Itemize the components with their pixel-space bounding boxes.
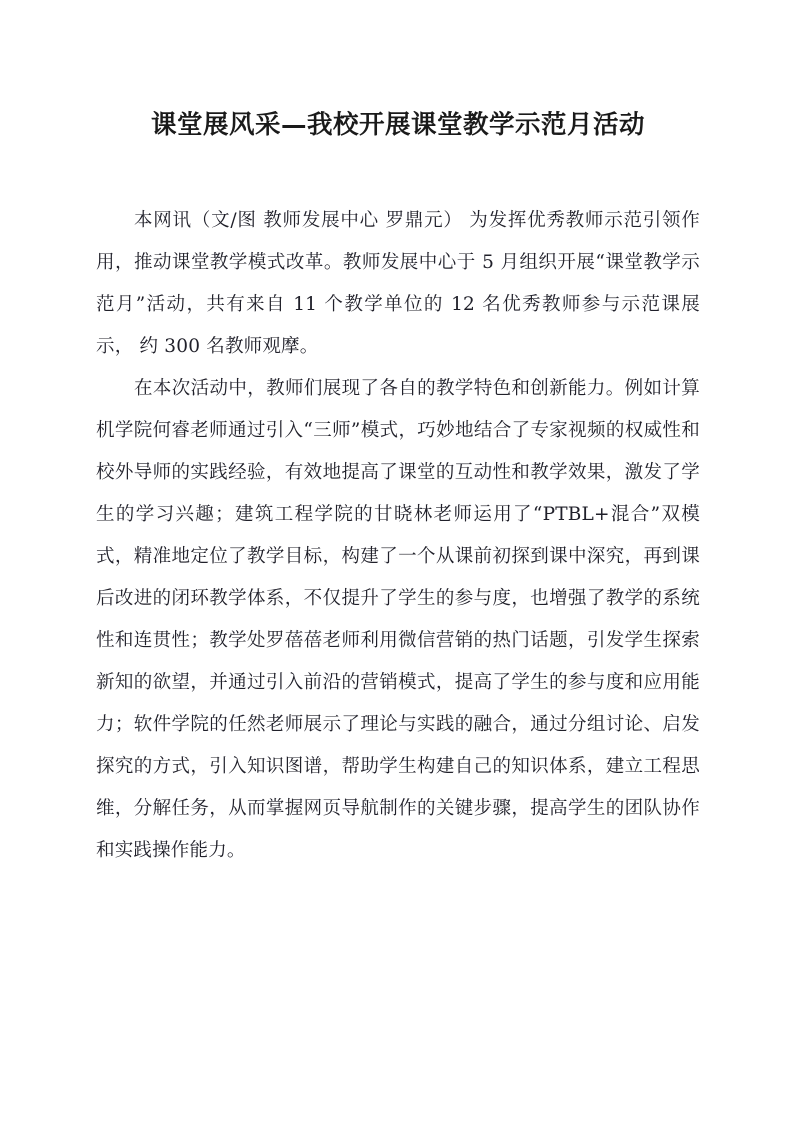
page-title: 课堂展风采—我校开展课堂教学示范月活动 — [150, 110, 645, 140]
document-body — [96, 108, 700, 872]
paragraph-1: 本网讯（文/图 教师发展中心 罗鼎元） 为发挥优秀教师示范引领作用，推动课堂教学模式改革。教师发展中心于 5 月组织开展“课堂教学示范月”活动，共有来自 11 个教学单位的 12 名优秀教师参与示范课展示， 约 300 名教师观摩。 — [96, 209, 700, 357]
paragraph-2: 在本次活动中，教师们展现了各自的教学特色和创新能力。例如计算机学院何睿老师通过引入“三师”模式，巧妙地结合了专家视频的权威性和校外导师的实践经验，有效地提高了课堂的互动性和教学效果，激发了学生的学习兴趣；建筑工程学院的甘晓林老师运用了“PTBL+混合”双模式，精准地定位了教学目标，构建了一个从课前初探到课中深究，再到课后改进的闭环教学体系，不仅提升了学生的参与度，也增强了教学的系统性和连贯性；教学处罗蓓蓓老师利用微信营销的热门话题，引发学生探索新知的欲望，并通过引入前沿的营销模式，提高了学生的参与度和应用能力；软件学院的任然老师展示了理论与实践的融合，通过分组讨论、启发探究的方式，引入知识图谱，帮助学生构建自己的知识体系，建立工程思维，分解任务，从而掌握网页导航制作的关键步骤，提高学生的团队协作和实践操作能力。 — [96, 377, 700, 861]
